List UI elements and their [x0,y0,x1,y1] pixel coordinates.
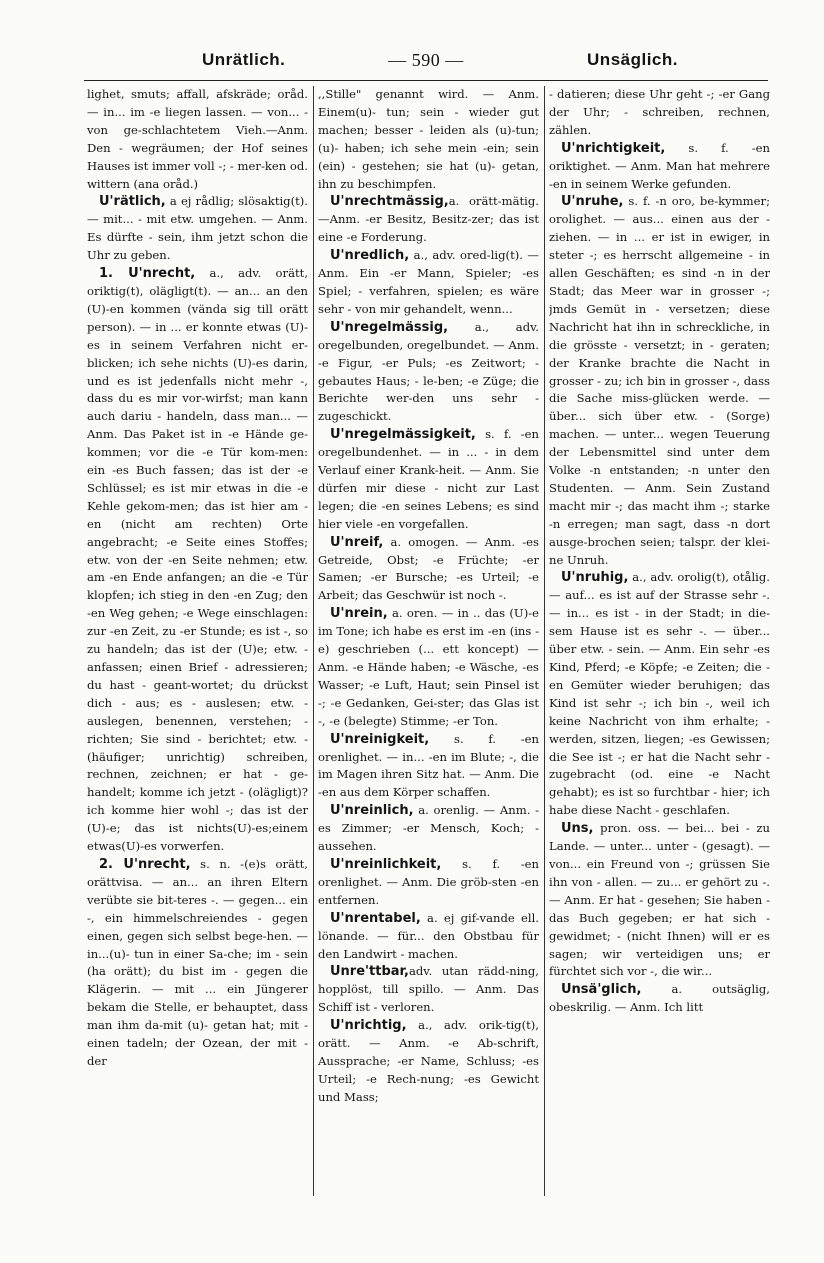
entry-text: a., adv. orätt, oriktig(t), olägligt(t). — an... an den (U)-en kommen (vända sig till orätt person). — in ... er konnte etwas (U)-es in seinem Verfahren nicht er-blicken; ich sehe nichts (U)-es darin, und es ist jedenfalls nicht mehr -, dass du es mir vor-wirfst; man kann auch dariu - handeln, dass man... — Anm. Das Paket ist in -e Hände ge-kommen; vor die -e Tür kom-men: ein -es Buch fassen; das ist der -e Schlüssel; es ist mir etwas in die -e Kehle gekom-men; das ist hier am - en (nicht am rechten) Orte angebracht; -e Seite eines Stoffes; etw. von der -en Seite nehmen; etw. am -en Ende anfangen; an die -e Tür klopfen; ich stieg in den -en Zug; den -en Weg gehen; -e Wege einschlagen: zur -en Zeit, zu -er Stunde; es ist -, so zu handeln; das ist der (U)e; etw. - anfassen; einen Brief - adressieren; du hast - geant-wortet; du drückst dich - aus; es - auslesen; etw. - auslegen, benennen, verstehen; - richten; Sie sind - berichtet; etw. - (häufiger; unrichtig) schreiben, rechnen, zeichnen; er hat - ge-handelt; komme ich jetzt - (olägligt)? ich komme hier wohl -; das ist der (U)-e; das ist nichts(U)-es;einem etwas(U)-es vorwerfen. [87,266,308,854]
header-right-guideword: Unsäglich. [587,50,678,69]
dictionary-entry [87,856,308,1071]
entry-continuation [87,86,308,193]
dictionary-entry [87,265,308,856]
headword: U'nredlich, [330,248,410,264]
headword: 1. U'nrecht, [99,266,196,282]
headword: U'nregelmässigkeit, [330,427,476,443]
headword: U'nreinlich, [330,803,414,819]
entry-text: ,,Stille" genannt wird. — Anm. Einem(u)- tun; sein - wieder gut machen; besser - leiden als (u)-tun; (u)- haben; ich sehe mein -ein; sein (ein) - gestehen; sie hat (u)- getan, ihn zu beschimpfen. [318,87,539,191]
dictionary-entry [318,963,539,1017]
headword: U'nreinlichkeit, [330,856,442,872]
headword: Uns, [561,821,594,837]
dictionary-entry [549,981,770,1017]
headword: U'nrichtig, [330,1018,407,1034]
headword: 2. U'nrecht, [99,856,191,872]
entry-text: a ej rådlig; slösaktig(t). — mit... - mit etw. umgehen. — Anm. Es dürfte - sein, ihm jetzt schon die Uhr zu geben. [87,194,308,263]
dictionary-entry [549,569,770,820]
entry-text: a. outsäglig, obeskrilig. — Anm. Ich litt [549,982,770,1015]
dictionary-entry [318,247,539,319]
entry-text: s. n. -(e)s orätt, orättvisa. — an... an ihren Eltern verübte sie bit-teres -. — gegen... ein -, ein himmelschreiendes - gegen einen, gegen sich selbst bege-hen. — in...(u)- tun in einer Sa-che; im - sein (ha orätt); du bist im - gegen die Klägerin. — mit ... ein Jüngerer bekam die Stelle, er behauptet, dass man ihm da-mit (u)- getan hat; mit - einen tadeln; der Ozean, der mit - der [87,856,308,1068]
headword: U'nregelmässig, [330,319,449,335]
entry-text: s. f. -en oregelbundenhet. — in ... - in dem Verlauf einer Krank-heit. — Anm. Sie dürfen mir diese - nicht zur Last legen; die -en seines Lebens; es sind hier viele -en vorgefallen. [318,427,539,531]
headword: U'nreinigkeit, [330,731,430,747]
entry-text: s. f. -en orenlighet. — Anm. Die gröb-sten -en entfernen. [318,856,539,907]
header-left-guideword: Unrätlich. [202,50,286,69]
entry-text: s. f. -en oriktighet. — Anm. Man hat mehrere -en in seinem Werke gefunden. [549,140,770,191]
page-number: — 590 — [388,50,464,70]
dictionary-entry [318,802,539,856]
entry-continuation [549,86,770,140]
entry-text: - datieren; diese Uhr geht -; -er Gang der Uhr; - schreiben, rechnen, zählen. [549,87,770,137]
entry-text: a. orätt-mätig.—Anm. -er Besitz, Besitz-zer; das ist eine -e Forderung. [318,194,539,245]
dictionary-entry [318,534,539,606]
dictionary-entry [549,140,770,194]
headword: U'nrechtmässig, [330,194,449,210]
dictionary-entry [318,910,539,964]
entry-text: a., adv. orolig(t), otålig. — auf... es ist auf der Strasse sehr -. — in... es ist - in der Stadt; in die-sem Hause ist es sehr -. — über... über etw. - sein. — Anm. Ein sehr -es Kind, Pferd; -e Köpfe; -e Zeiten; die -en Gemüter wieder beruhigen; das Kind ist sehr -; ich bin -, weil ich keine Nachricht von ihm erhalte; - werden, sitzen, liegen; -es Gewissen; die See ist -; er hat die Nacht sehr - zugebracht (od. eine -e Nacht gehabt); es ist so furchtbar - hier; ich habe diese Nacht - geschlafen. [549,570,770,818]
dictionary-entry [318,1017,539,1107]
column-divider [313,86,314,1196]
dictionary-entry [318,731,539,803]
dictionary-entry [318,319,539,426]
headword: U'nrein, [330,606,388,622]
entry-text: pron. oss. — bei... bei - zu Lande. — unter... unter - (gesagt). — von... ein Freund von -; grüssen Sie ihn von - allen. — zu... er gehört zu -. — Anm. Er hat - gesehen; Sie haben - das Buch gegeben; er hat sich - gewidmet; - (nicht Ihnen) will er es sagen; wir verteidigen uns; er fürchtet sich vor -, die wir... [549,821,770,979]
dictionary-entry [318,856,539,910]
headword: U'nruhig, [561,570,629,586]
column-2 [318,86,539,1196]
entry-text: a., adv. oregelbunden, oregelbundet. — Anm. -e Figur, -er Puls; -es Zeitwort; -gebautes Haus; - le-ben; -e Züge; die Berichte wer-den uns sehr - zugeschickt. [318,319,539,424]
entry-text: adv. utan rädd-ning, hopplöst, till spillo. — Anm. Das Schiff ist - verloren. [318,964,539,1015]
dictionary-entry [87,193,308,265]
dictionary-entry [318,193,539,247]
entry-continuation [318,86,539,193]
entry-text: s. f. -n oro, be-kymmer; orolighet. — aus... einen aus der - ziehen. — in ... er ist in ewiger, in steter -; es herrscht allgemeine - in allen Geschäften; es sind -n in der Stadt; das Meer war in grosser -; jmds Gemüt in - versetzen; diese Nachricht hat ihn in schreckliche, in die grösste - versetzt; in - geraten; der Kranke brachte die Nacht in grosser - zu; ich bin in grosser -, dass die Sache miss-glücken werde. — über... sich über etw. - (Sorge) machen. — unter... wegen Teuerung der Lebensmittel sind unter dem Volke -n entstanden; -n unter den Studenten. — Anm. Sein Zustand macht mir -; das macht ihm -; starke -n erregen; man sagt, dass -n dort ausge-brochen seien; talspr. der klei-ne Unruh. [549,194,770,567]
headword: U'nrentabel, [330,910,421,926]
entry-text: a. orenlig. — Anm. -es Zimmer; -er Mensch, Koch; - aussehen. [318,803,539,854]
headword: U'nreif, [330,534,384,550]
headword: Unre'ttbar, [330,964,409,980]
entry-text: s. f. -en orenlighet. — in... -en im Blute; -, die im Magen ihren Sitz hat. — Anm. Die -en aus dem Körper schaffen. [318,731,539,800]
entry-text: a. ej gif-vande ell. lönande. — für... den Obstbau für den Landwirt - machen. [318,910,539,961]
column-1 [87,86,308,1196]
headword: U'nrichtigkeit, [561,140,666,156]
page-header [84,44,768,81]
entry-text: lighet, smuts; affall, afskräde; oråd. — in... im -e liegen lassen. — von... - von ge-schlachtetem Vieh.—Anm. Den - wegräumen; der Hof seines Hauses ist immer voll -; - mer-ken od. wittern (ana oråd.) [87,87,308,191]
dictionary-entry [549,193,770,569]
headword: U'rätlich, [99,194,166,210]
entry-text: a. omogen. — Anm. -es Getreide, Obst; -e Früchte; -er Samen; -er Bursche; -es Urteil; -e Arbeit; das Geschwür ist noch -. [318,534,539,603]
entry-text: a. oren. — in .. das (U)-e im Tone; ich habe es erst im -en (ins -e) geschrieben (... ett koncept) — Anm. -e Hände haben; -e Wäsche, -es Wasser; -e Luft, Haut; sein Pinsel ist -; -e Gedanken, Gei-ster; das Glas ist -, -e (belegte) Stimme; -er Ton. [318,606,539,728]
entry-text: a., adv. orik-tig(t), orätt. — Anm. -e Ab-schrift, Aussprache; -er Name, Schluss; -es Urteil; -e Rech-nung; -es Gewicht und Mass; [318,1018,539,1104]
entry-text: a., adv. ored-lig(t). — Anm. Ein -er Mann, Spieler; -es Spiel; - verfahren, spielen; es wäre sehr - von mir gehandelt, wenn... [318,248,539,316]
column-divider [544,86,545,1196]
headword: U'nruhe, [561,194,624,210]
column-3 [549,86,770,1196]
dictionary-entry [318,426,539,533]
dictionary-entry [549,820,770,981]
dictionary-entry [318,605,539,730]
headword: Unsä'glich, [561,982,642,998]
